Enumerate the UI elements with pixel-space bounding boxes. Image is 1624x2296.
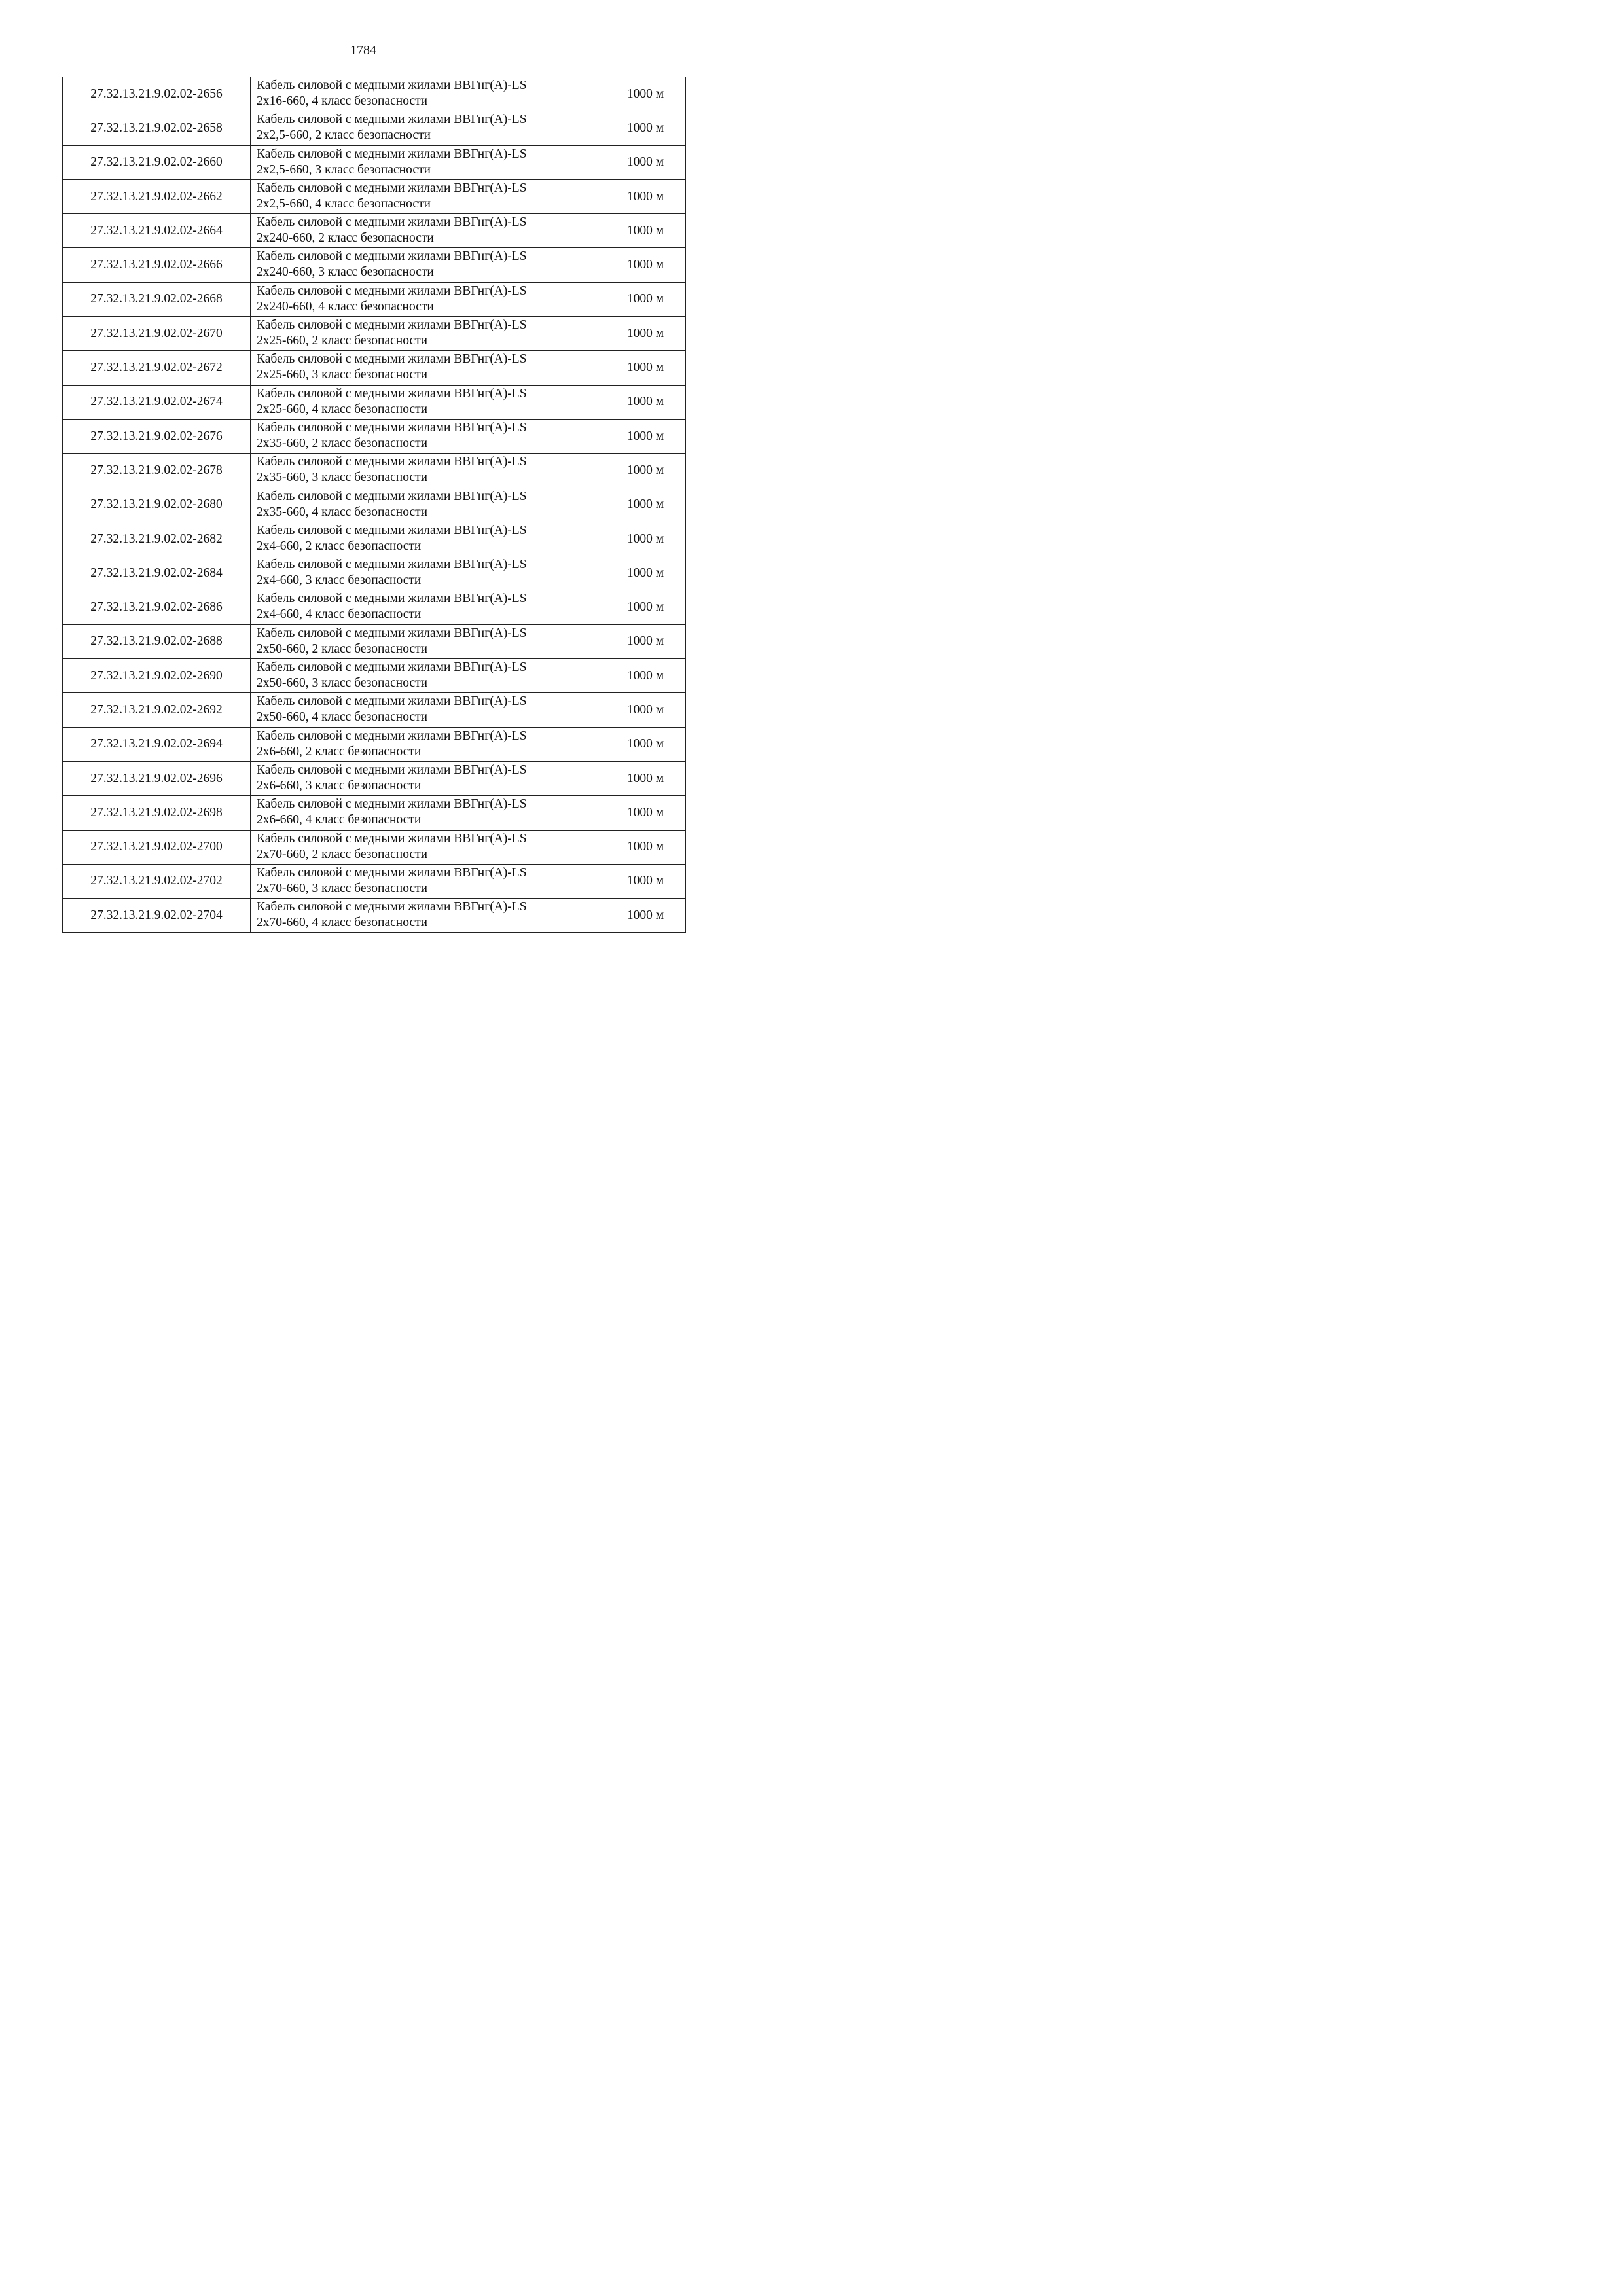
resource-name-cell <box>251 282 605 316</box>
resource-name-line: Кабель силовой с медными жилами ВВГнг(А)-LS <box>257 181 527 195</box>
resource-name-cell <box>251 624 605 658</box>
table-row <box>63 488 686 522</box>
resource-name-line: Кабель силовой с медными жилами ВВГнг(А)-LS <box>257 797 527 812</box>
resource-name-cell <box>251 693 605 727</box>
resource-name-line: 2x2,5-660, 3 класс безопасности <box>257 162 431 177</box>
table-body <box>63 77 686 933</box>
resource-name-cell <box>251 317 605 351</box>
resource-code-cell: 27.32.13.21.9.02.02-2678 <box>63 454 251 488</box>
resource-name-line: 2x4-660, 2 класс безопасности <box>257 539 422 553</box>
resource-code-cell: 27.32.13.21.9.02.02-2700 <box>63 830 251 864</box>
table-row <box>63 282 686 316</box>
resource-name-line: Кабель силовой с медными жилами ВВГнг(А)-LS <box>257 113 527 127</box>
unit-cell: 1000 м <box>605 864 686 898</box>
resource-name-cell <box>251 830 605 864</box>
unit-cell: 1000 м <box>605 385 686 419</box>
table-row <box>63 145 686 179</box>
resource-code-cell: 27.32.13.21.9.02.02-2694 <box>63 727 251 761</box>
resource-code-cell: 27.32.13.21.9.02.02-2670 <box>63 317 251 351</box>
unit-cell: 1000 м <box>605 796 686 830</box>
unit-cell: 1000 м <box>605 351 686 385</box>
table-row <box>63 454 686 488</box>
unit-cell: 1000 м <box>605 830 686 864</box>
resource-name-cell <box>251 864 605 898</box>
unit-cell: 1000 м <box>605 317 686 351</box>
table-row <box>63 522 686 556</box>
table-row <box>63 659 686 693</box>
resource-name-line: 2x50-660, 2 класс безопасности <box>257 641 428 656</box>
resource-name-cell <box>251 727 605 761</box>
resource-name-line: Кабель силовой с медными жилами ВВГнг(А)-LS <box>257 283 527 298</box>
resource-name-line: Кабель силовой с медными жилами ВВГнг(А)-LS <box>257 249 527 264</box>
table-row <box>63 214 686 248</box>
resource-name-cell <box>251 111 605 145</box>
resource-name-line: 2x50-660, 4 класс безопасности <box>257 710 428 725</box>
unit-cell: 1000 м <box>605 727 686 761</box>
resource-name-line: 2x25-660, 2 класс безопасности <box>257 334 428 348</box>
resource-name-line: Кабель силовой с медными жилами ВВГнг(А)-LS <box>257 147 527 161</box>
resource-name-line: Кабель силовой с медными жилами ВВГнг(А)-LS <box>257 762 527 777</box>
resource-code-cell: 27.32.13.21.9.02.02-2674 <box>63 385 251 419</box>
resource-name-cell <box>251 488 605 522</box>
unit-cell: 1000 м <box>605 454 686 488</box>
resource-name-cell <box>251 899 605 933</box>
unit-cell: 1000 м <box>605 488 686 522</box>
resource-name-cell <box>251 179 605 213</box>
unit-cell: 1000 м <box>605 214 686 248</box>
resource-name-line: Кабель силовой с медными жилами ВВГнг(А)-LS <box>257 523 527 537</box>
resource-code-cell: 27.32.13.21.9.02.02-2662 <box>63 179 251 213</box>
resource-name-line: Кабель силовой с медными жилами ВВГнг(А)-LS <box>257 215 527 230</box>
resource-name-line: Кабель силовой с медными жилами ВВГнг(А)-LS <box>257 420 527 435</box>
resource-code-cell: 27.32.13.21.9.02.02-2692 <box>63 693 251 727</box>
resource-name-line: 2x240-660, 2 класс безопасности <box>257 231 434 245</box>
table-row <box>63 830 686 864</box>
page-number: 1784 <box>350 43 376 58</box>
resource-name-line: 2x35-660, 4 класс безопасности <box>257 505 428 519</box>
unit-cell: 1000 м <box>605 590 686 624</box>
resource-name-cell <box>251 145 605 179</box>
resource-name-cell <box>251 351 605 385</box>
table-row <box>63 385 686 419</box>
unit-cell: 1000 м <box>605 693 686 727</box>
resource-code-cell: 27.32.13.21.9.02.02-2696 <box>63 761 251 795</box>
resource-code-cell: 27.32.13.21.9.02.02-2672 <box>63 351 251 385</box>
table-row <box>63 693 686 727</box>
resource-name-line: Кабель силовой с медными жилами ВВГнг(А)-LS <box>257 79 527 92</box>
resource-code-cell: 27.32.13.21.9.02.02-2682 <box>63 522 251 556</box>
unit-cell: 1000 м <box>605 899 686 933</box>
table-row <box>63 248 686 282</box>
resource-name-line: Кабель силовой с медными жилами ВВГнг(А)-LS <box>257 865 527 880</box>
resource-name-cell <box>251 214 605 248</box>
resource-code-cell: 27.32.13.21.9.02.02-2676 <box>63 419 251 453</box>
unit-cell: 1000 м <box>605 282 686 316</box>
resource-name-cell <box>251 454 605 488</box>
resource-name-line: 2x6-660, 4 класс безопасности <box>257 813 422 827</box>
unit-cell: 1000 м <box>605 659 686 693</box>
resource-name-line: 2x2,5-660, 4 класс безопасности <box>257 196 431 211</box>
unit-cell: 1000 м <box>605 624 686 658</box>
resource-name-line: 2x35-660, 2 класс безопасности <box>257 436 428 450</box>
resource-name-cell <box>251 77 605 111</box>
resource-name-cell <box>251 556 605 590</box>
resource-name-line: Кабель силовой с медными жилами ВВГнг(А)-LS <box>257 318 527 332</box>
resource-name-cell <box>251 796 605 830</box>
resource-name-line: 2x25-660, 4 класс безопасности <box>257 402 428 416</box>
resource-table <box>62 77 686 933</box>
resource-name-line: 2x6-660, 2 класс безопасности <box>257 744 422 759</box>
unit-cell: 1000 м <box>605 145 686 179</box>
unit-cell: 1000 м <box>605 522 686 556</box>
resource-name-line: Кабель силовой с медными жилами ВВГнг(А)-LS <box>257 660 527 675</box>
table-row <box>63 179 686 213</box>
resource-name-line: 2x16-660, 4 класс безопасности <box>257 94 428 108</box>
unit-cell: 1000 м <box>605 77 686 111</box>
resource-name-cell <box>251 590 605 624</box>
resource-code-cell: 27.32.13.21.9.02.02-2660 <box>63 145 251 179</box>
resource-name-line: Кабель силовой с медными жилами ВВГнг(А)-LS <box>257 455 527 469</box>
resource-code-cell: 27.32.13.21.9.02.02-2688 <box>63 624 251 658</box>
resource-code-cell: 27.32.13.21.9.02.02-2668 <box>63 282 251 316</box>
table-row <box>63 590 686 624</box>
resource-name-line: Кабель силовой с медными жилами ВВГнг(А)-LS <box>257 558 527 572</box>
resource-name-line: Кабель силовой с медными жилами ВВГнг(А)-LS <box>257 728 527 743</box>
resource-code-cell: 27.32.13.21.9.02.02-2704 <box>63 899 251 933</box>
table-row <box>63 556 686 590</box>
resource-name-line: Кабель силовой с медными жилами ВВГнг(А)-LS <box>257 626 527 640</box>
resource-name-line: 2x4-660, 4 класс безопасности <box>257 607 422 622</box>
table-row <box>63 899 686 933</box>
unit-cell: 1000 м <box>605 111 686 145</box>
unit-cell: 1000 м <box>605 761 686 795</box>
resource-code-cell: 27.32.13.21.9.02.02-2684 <box>63 556 251 590</box>
resource-name-line: 2x2,5-660, 2 класс безопасности <box>257 128 431 143</box>
table-row <box>63 111 686 145</box>
resource-code-cell: 27.32.13.21.9.02.02-2698 <box>63 796 251 830</box>
resource-name-line: Кабель силовой с медными жилами ВВГнг(А)-LS <box>257 352 527 367</box>
table-row <box>63 727 686 761</box>
resource-name-line: 2x240-660, 3 класс безопасности <box>257 265 434 279</box>
resource-code-cell: 27.32.13.21.9.02.02-2680 <box>63 488 251 522</box>
resource-name-line: 2x70-660, 2 класс безопасности <box>257 847 428 861</box>
unit-cell: 1000 м <box>605 419 686 453</box>
resource-name-line: Кабель силовой с медными жилами ВВГнг(А)-LS <box>257 489 527 503</box>
table-row <box>63 624 686 658</box>
resource-name-line: 2x6-660, 3 класс безопасности <box>257 778 422 793</box>
unit-cell: 1000 м <box>605 248 686 282</box>
resource-code-cell: 27.32.13.21.9.02.02-2664 <box>63 214 251 248</box>
resource-name-line: 2x70-660, 4 класс безопасности <box>257 916 428 930</box>
resource-name-line: 2x4-660, 3 класс безопасности <box>257 573 422 588</box>
resource-name-cell <box>251 761 605 795</box>
resource-code-cell: 27.32.13.21.9.02.02-2690 <box>63 659 251 693</box>
table-row <box>63 317 686 351</box>
resource-name-line: 2x50-660, 3 класс безопасности <box>257 676 428 691</box>
table-row <box>63 864 686 898</box>
resource-code-cell: 27.32.13.21.9.02.02-2656 <box>63 77 251 111</box>
unit-cell: 1000 м <box>605 556 686 590</box>
table-row <box>63 796 686 830</box>
table-row <box>63 761 686 795</box>
resource-name-cell <box>251 385 605 419</box>
resource-name-line: Кабель силовой с медными жилами ВВГнг(А)-LS <box>257 592 527 606</box>
resource-code-cell: 27.32.13.21.9.02.02-2702 <box>63 864 251 898</box>
unit-cell: 1000 м <box>605 179 686 213</box>
resource-name-line: 2x35-660, 3 класс безопасности <box>257 471 428 485</box>
resource-name-cell <box>251 659 605 693</box>
resource-name-line: 2x70-660, 3 класс безопасности <box>257 881 428 895</box>
resource-name-line: Кабель силовой с медными жилами ВВГнг(А)-LS <box>257 831 527 846</box>
table-row <box>63 419 686 453</box>
resource-name-line: 2x240-660, 4 класс безопасности <box>257 299 434 314</box>
resource-code-cell: 27.32.13.21.9.02.02-2658 <box>63 111 251 145</box>
table-row <box>63 351 686 385</box>
table-row <box>63 77 686 111</box>
resource-code-cell: 27.32.13.21.9.02.02-2686 <box>63 590 251 624</box>
resource-name-line: Кабель силовой с медными жилами ВВГнг(А)-LS <box>257 900 527 914</box>
resource-code-cell: 27.32.13.21.9.02.02-2666 <box>63 248 251 282</box>
resource-name-line: 2x25-660, 3 класс безопасности <box>257 368 428 382</box>
resource-name-line: Кабель силовой с медными жилами ВВГнг(А)-LS <box>257 694 527 709</box>
resource-name-cell <box>251 248 605 282</box>
resource-name-cell <box>251 419 605 453</box>
resource-name-cell <box>251 522 605 556</box>
resource-name-line: Кабель силовой с медными жилами ВВГнг(А)-LS <box>257 386 527 401</box>
